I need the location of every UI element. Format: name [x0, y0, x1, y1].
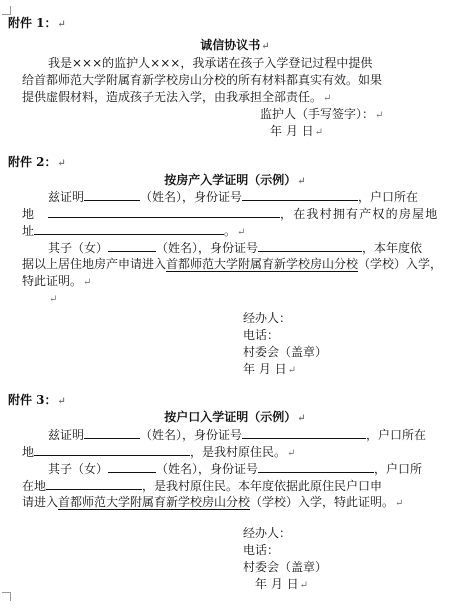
attachment1-para-line3: 提供虚假材料，造成孩子无法入学，由我承担全部责任。↵: [22, 90, 332, 104]
attachment2-row5: 据以上居住地房产申请进入首都师范大学附属育新学校房山分校（学校）入学，: [22, 257, 443, 271]
attachment3-heading: 附件 3：↵: [8, 393, 66, 407]
blank-child-name: [108, 461, 156, 473]
paragraph-mark: ↵: [323, 93, 332, 104]
attachment2-committee: 村委会（盖章）: [243, 345, 328, 359]
school-name: 首都师范大学附属育新学校房山分校: [166, 257, 359, 271]
attachment1-para-line2: 给首都师范大学附属育新学校房山分校的所有材料都真实有效。如果: [22, 73, 383, 87]
paragraph-mark: ↵: [287, 448, 296, 459]
attachment1-para-line1: 我是×××的监护人×××，我承诺在孩子入学登记过程中提供: [48, 56, 373, 70]
attachment2-phone: 电话：: [243, 328, 280, 342]
attachment3-handler: 经办人：: [243, 526, 292, 540]
paragraph-mark: ↵: [57, 19, 66, 30]
attachment2-date: 年 月 日↵: [243, 362, 297, 376]
attachment2-row2: 地 ，在我村拥有产权的房屋地: [22, 207, 439, 221]
blank-hukou-address: [34, 444, 190, 456]
attachment3-phone: 电话：: [243, 543, 280, 557]
attachment3-row2: 地 ，是我村原住民。↵: [22, 445, 296, 459]
attachment2-row4: 其子（女） （姓名），身份证号 ，本年度依: [48, 241, 423, 255]
attachment3-date: 年 月 日↵: [255, 577, 309, 591]
attachment3-row4: 在地 ，是我村原住民。本年度依据此原住民户口申: [22, 479, 383, 493]
attachment3-committee: 村委会（盖章）: [243, 560, 328, 574]
attachment2-row3: 址 。↵: [22, 224, 246, 238]
attachment2-title: 按房产入学证明（示例）↵: [164, 173, 306, 187]
paragraph-mark: ↵: [314, 127, 324, 138]
blank-name: [84, 427, 140, 439]
attachment1-heading: 附件 1：↵: [8, 16, 66, 30]
attachment3-title: 按户口入学证明（示例）↵: [164, 410, 306, 424]
blank-id: [242, 189, 358, 201]
attachment3-row1: 兹证明 （姓名），身份证号 ，户口所在: [48, 428, 427, 442]
crop-mark-bottom-left: [2, 592, 11, 601]
attachment1-date: 年 月 日↵: [270, 124, 324, 138]
paragraph-mark: ↵: [375, 110, 384, 121]
attachment1-title: 诚信协议书↵: [200, 38, 270, 52]
attachment1-signature: 监护人（手写签字）：↵: [260, 107, 384, 121]
blank-property-address: [34, 223, 224, 235]
blank-name: [84, 189, 140, 201]
blank-child-hukou: [46, 478, 142, 490]
paragraph-mark: ↵: [297, 176, 306, 187]
paragraph-mark: ↵: [49, 294, 58, 305]
paragraph-mark: ↵: [395, 498, 404, 509]
attachment2-empty-line: [48, 291, 57, 307]
attachment2-row6: 特此证明。↵: [22, 274, 92, 288]
paragraph-mark: ↵: [297, 413, 306, 424]
blank-child-id: [258, 461, 374, 473]
blank-child-id: [258, 240, 362, 252]
attachment2-handler: 经办人：: [243, 311, 292, 325]
paragraph-mark: ↵: [299, 580, 309, 591]
blank-hukou-address: [48, 206, 280, 218]
school-name: 首都师范大学附属育新学校房山分校: [58, 495, 251, 509]
paragraph-mark: ↵: [261, 41, 270, 52]
paragraph-mark: ↵: [237, 227, 246, 238]
paragraph-mark: ↵: [57, 396, 66, 407]
attachment3-row3: 其子（女） （姓名），身份证号 ，户口所: [48, 462, 423, 476]
attachment3-row5: 请进入首都师范大学附属育新学校房山分校（学校）入学，特此证明。↵: [22, 495, 404, 509]
attachment2-row1: 兹证明 （姓名），身份证号 ，户口所在: [48, 190, 419, 204]
blank-id: [242, 427, 366, 439]
blank-child-name: [108, 240, 156, 252]
crop-mark-top-left: [2, 6, 11, 15]
paragraph-mark: ↵: [83, 277, 92, 288]
paragraph-mark: ↵: [57, 158, 66, 169]
paragraph-mark: ↵: [287, 365, 297, 376]
attachment2-heading: 附件 2：↵: [8, 155, 66, 169]
